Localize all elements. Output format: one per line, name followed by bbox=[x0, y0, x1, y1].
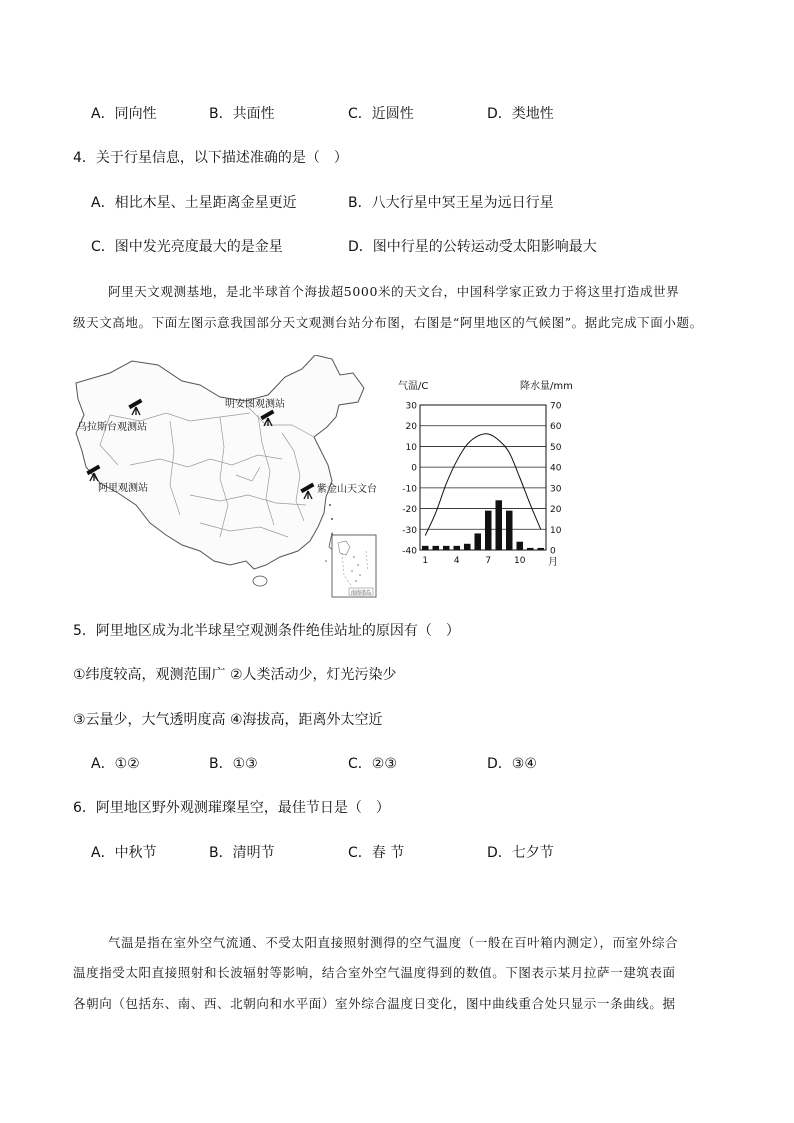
station-label-ali: 阿里观测站 bbox=[98, 483, 148, 494]
right-tick-label: 60 bbox=[550, 422, 562, 433]
x-unit-label: 月 bbox=[548, 557, 558, 568]
right-tick-label: 0 bbox=[550, 546, 556, 557]
station-label-urumqi: 乌拉斯台观测站 bbox=[77, 422, 147, 433]
q5-statements-line1: ①纬度较高，观测范围广 ②人类活动少，灯光污染少 bbox=[73, 667, 397, 683]
left-tick-label: 10 bbox=[405, 442, 417, 453]
x-tick-label: 7 bbox=[485, 556, 492, 566]
q5-option-a[interactable]: A．①② bbox=[91, 756, 140, 772]
q6-option-c[interactable]: C．春 节 bbox=[348, 845, 405, 861]
q5-stem: 5．阿里地区成为北半球星空观测条件绝佳站址的原因有（ ） bbox=[73, 623, 460, 639]
precipitation-bar bbox=[506, 511, 513, 550]
right-tick-label: 10 bbox=[550, 525, 562, 536]
q3-option-c[interactable]: C．近圆性 bbox=[348, 106, 414, 122]
right-tick-label: 40 bbox=[550, 463, 562, 474]
x-tick-label: 10 bbox=[514, 556, 526, 566]
q4-option-a[interactable]: A．相比木星、土星距离金星更近 bbox=[91, 195, 297, 211]
south-china-sea-inset bbox=[332, 535, 376, 597]
q4-option-b[interactable]: B．八大行星中冥王星为远日行星 bbox=[348, 195, 554, 211]
left-tick-label: 0 bbox=[411, 463, 417, 474]
passage1-line2: 级天文高地。下面左图示意我国部分天文观测台站分布图，右图是“阿里地区的气候图”。据此完成下面小题。 bbox=[73, 315, 703, 330]
q3-option-b[interactable]: B．共面性 bbox=[209, 106, 275, 122]
left-tick-label: -40 bbox=[402, 546, 417, 557]
china-observatory-map bbox=[70, 355, 382, 605]
q6-option-d[interactable]: D．七夕节 bbox=[487, 845, 554, 861]
passage1-line1: 阿里天文观测基地，是北半球首个海拔超5000米的天文台，中国科学家正致力于将这里打造成世界 bbox=[108, 284, 680, 299]
precipitation-bar bbox=[432, 546, 439, 550]
passage2-line1: 气温是指在室外空气流通、不受太阳直接照射测得的空气温度（一般在百叶箱内测定），而室外综合 bbox=[108, 935, 679, 950]
precipitation-bar bbox=[464, 544, 471, 550]
q5-option-c[interactable]: C．②③ bbox=[348, 756, 397, 772]
passage2-line3: 各朝向（包括东、南、西、北朝向和水平面）室外综合温度日变化，图中曲线重合处只显示一条曲线。据 bbox=[73, 996, 676, 1011]
x-tick-label: 4 bbox=[453, 556, 460, 566]
left-tick-label: 20 bbox=[405, 422, 417, 433]
q4-option-d[interactable]: D．图中行星的公转运动受太阳影响最大 bbox=[348, 239, 597, 255]
x-tick-label: 1 bbox=[422, 556, 429, 566]
left-tick-label: -10 bbox=[402, 484, 417, 495]
q5-option-b[interactable]: B．①③ bbox=[209, 756, 258, 772]
q4-option-c[interactable]: C．图中发光亮度最大的是金星 bbox=[91, 239, 283, 255]
left-tick-label: -20 bbox=[402, 505, 417, 516]
precipitation-bar bbox=[453, 546, 460, 550]
station-label-mingantu: 明安图观测站 bbox=[225, 399, 285, 410]
precipitation-bar bbox=[495, 500, 502, 550]
q4-stem: 4．关于行星信息，以下描述准确的是（ ） bbox=[73, 150, 348, 166]
q6-option-a[interactable]: A．中秋节 bbox=[91, 845, 157, 861]
plot-frame bbox=[420, 405, 546, 550]
left-axis-title: 气温/C bbox=[398, 381, 429, 392]
right-tick-label: 70 bbox=[550, 401, 562, 412]
q5-statements-line2: ③云量少，大气透明度高 ④海拔高，距离外太空近 bbox=[73, 712, 383, 728]
climate-chart bbox=[396, 377, 580, 571]
right-tick-label: 50 bbox=[550, 442, 562, 453]
precipitation-bar bbox=[422, 546, 429, 550]
q5-option-d[interactable]: D．③④ bbox=[487, 756, 537, 772]
passage2-line2: 温度指受太阳直接照射和长波辐射等影响，结合室外空气温度得到的数值。下图表示某月拉萨一建筑表面 bbox=[73, 965, 676, 980]
precipitation-bar bbox=[537, 548, 544, 550]
station-label-zijinshan: 紫金山天文台 bbox=[317, 484, 377, 495]
left-tick-label: 30 bbox=[405, 401, 417, 412]
q6-stem: 6．阿里地区野外观测璀璨星空，最佳节日是（ ） bbox=[73, 800, 390, 816]
precipitation-bar bbox=[527, 548, 534, 550]
q6-option-b[interactable]: B．清明节 bbox=[209, 845, 275, 861]
right-tick-label: 30 bbox=[550, 484, 562, 495]
left-tick-label: -30 bbox=[402, 525, 417, 536]
inset-label: 南海诸岛 bbox=[350, 590, 372, 596]
precipitation-bar bbox=[516, 542, 523, 550]
q3-option-d[interactable]: D．类地性 bbox=[487, 106, 554, 122]
temperature-line bbox=[425, 434, 541, 536]
precipitation-bar bbox=[485, 511, 492, 550]
precipitation-bar bbox=[443, 546, 450, 550]
right-axis-title: 降水量/mm bbox=[520, 381, 573, 392]
precipitation-bar bbox=[474, 533, 481, 550]
q3-option-a[interactable]: A．同向性 bbox=[91, 106, 157, 122]
right-tick-label: 20 bbox=[550, 505, 562, 516]
